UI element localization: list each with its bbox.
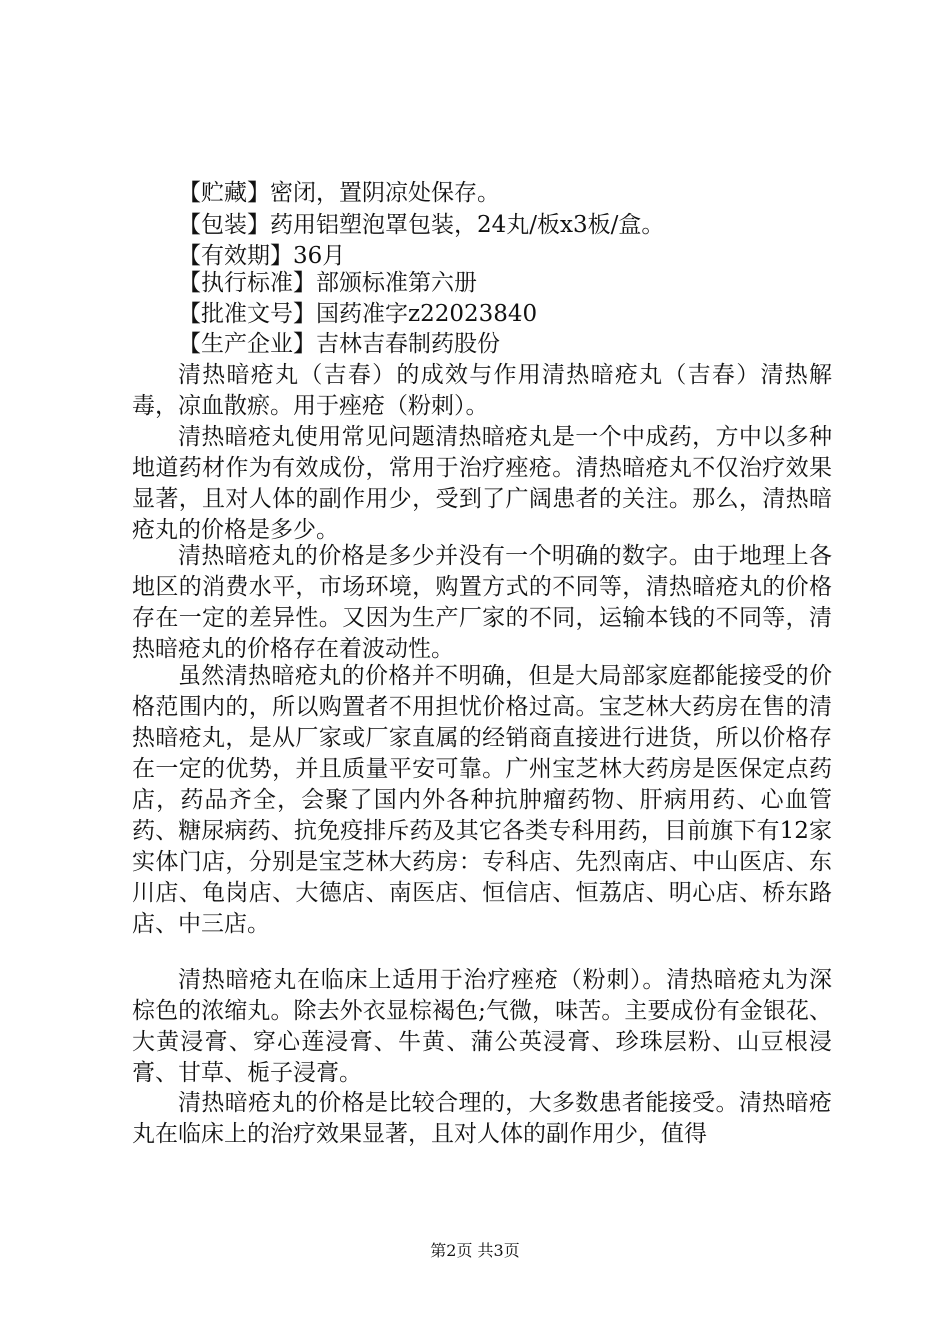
- spec-approval: 【批准文号】国药准字z22023840: [178, 301, 538, 327]
- spec-storage: 【贮藏】密闭，置阴凉处保存。: [178, 180, 500, 206]
- page-number-footer: 第2页 共3页: [430, 1241, 520, 1260]
- paragraph-clinical-use: 清热暗疮丸在临床上适用于治疗痤疮（粉刺）。清热暗疮丸为深棕色的浓缩丸。除去外衣显棕褐色;气微，味苦。主要成份有金银花、大黄浸膏、穿心莲浸膏、牛黄、蒲公英浸膏、珍珠层粉、山豆根浸膏、甘草、栀子浸膏。: [132, 967, 832, 1086]
- paragraph-price-conclusion: 清热暗疮丸的价格是比较合理的，大多数患者能接受。清热暗疮丸在临床上的治疗效果显著，且对人体的副作用少，值得: [132, 1090, 832, 1147]
- spec-packaging: 【包装】药用铝塑泡罩包装，24丸/板x3板/盒。: [178, 212, 665, 238]
- paragraph-pharmacy: 虽然清热暗疮丸的价格并不明确，但是大局部家庭都能接受的价格范围内的，所以购置者不用担忧价格过高。宝芝林大药房在售的清热暗疮丸，是从厂家或厂家直属的经销商直接进行进货，所以价格存在一定的优势，并且质量平安可靠。广州宝芝林大药房是医保定点药店，药品齐全，会聚了国内外各种抗肿瘤药物、肝病用药、心血管药、糖尿病药、抗免疫排斥药及其它各类专科用药，目前旗下有12家实体门店，分别是宝芝林大药房：专科店、先烈南店、中山医店、东川店、龟岗店、大德店、南医店、恒信店、恒荔店、明心店、桥东路店、中三店。: [132, 663, 832, 937]
- spec-validity: 【有效期】36月: [178, 243, 346, 269]
- paragraph-price-variation: 清热暗疮丸的价格是多少并没有一个明确的数字。由于地理上各地区的消费水平，市场环境，购置方式的不同等，清热暗疮丸的价格存在一定的差异性。又因为生产厂家的不同，运输本钱的不同等，清热暗疮丸的价格存在着波动性。: [132, 543, 832, 662]
- paragraph-common-questions: 清热暗疮丸使用常见问题清热暗疮丸是一个中成药，方中以多种地道药材作为有效成份，常用于治疗痤疮。清热暗疮丸不仅治疗效果显著，且对人体的副作用少，受到了广阔患者的关注。那么，清热暗疮丸的价格是多少。: [132, 424, 832, 543]
- spec-standard: 【执行标准】部颁标准第六册: [178, 270, 477, 296]
- spec-manufacturer: 【生产企业】吉林吉春制药股份: [178, 331, 500, 357]
- paragraph-efficacy: 清热暗疮丸（吉春）的成效与作用清热暗疮丸（吉春）清热解毒，凉血散瘀。用于痤疮（粉刺）。: [132, 362, 832, 419]
